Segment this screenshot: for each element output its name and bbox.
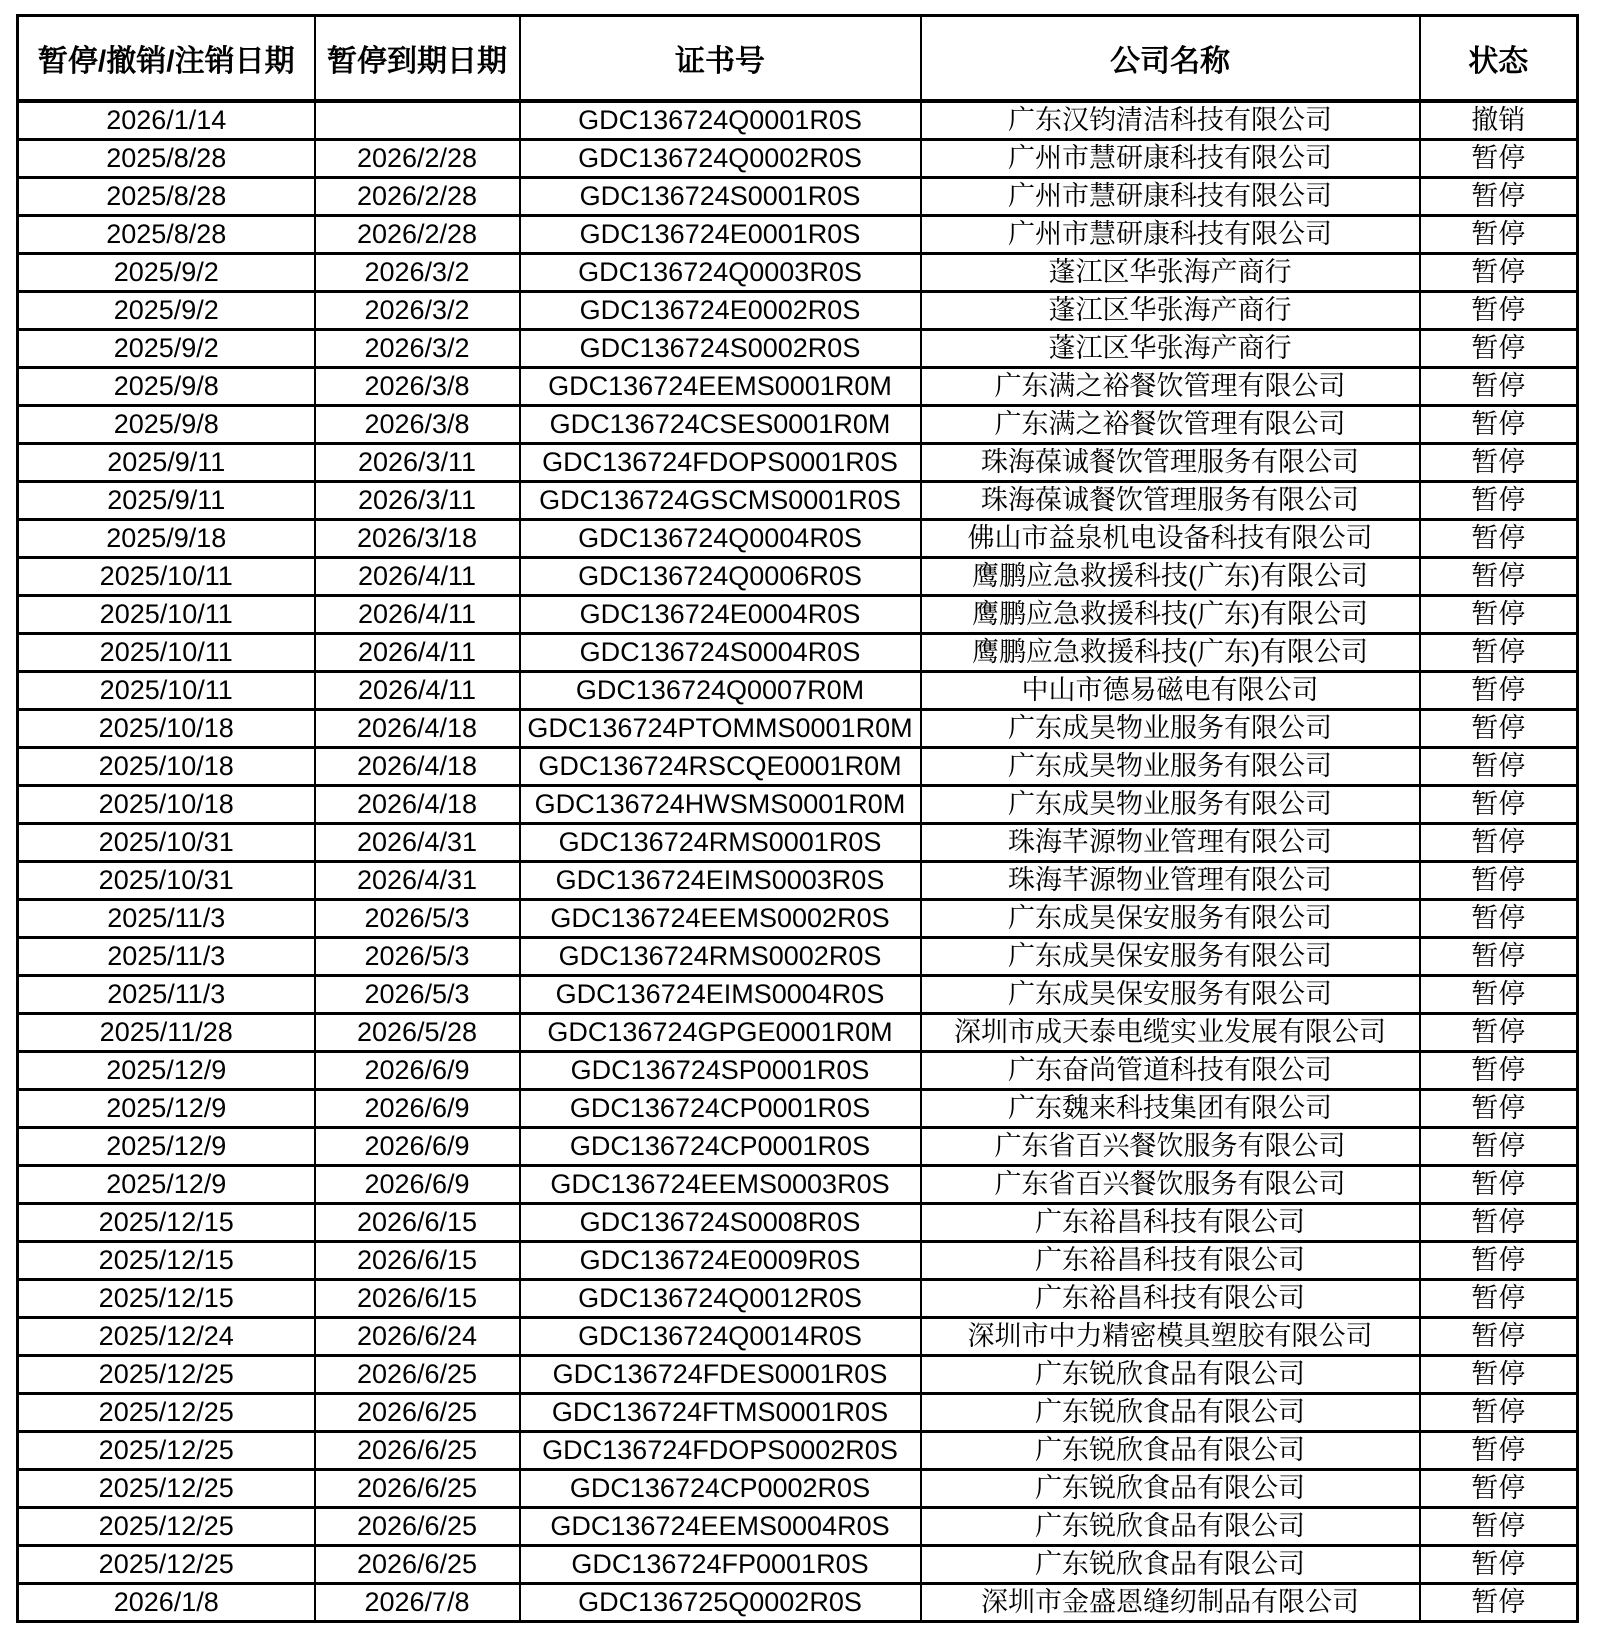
- suspend-date-cell: 2025/10/18: [18, 710, 315, 748]
- certificate-no-cell: GDC136724EEMS0001R0M: [520, 368, 921, 406]
- table-row: [18, 900, 1578, 938]
- expiry-date-cell: 2026/4/11: [315, 672, 520, 710]
- expiry-date-cell: 2026/4/18: [315, 748, 520, 786]
- status-cell: 暂停: [1420, 786, 1578, 824]
- suspend-date-cell: 2025/12/15: [18, 1242, 315, 1280]
- certificate-no-cell: GDC136724Q0012R0S: [520, 1280, 921, 1318]
- certificate-no-cell: GDC136724FP0001R0S: [520, 1546, 921, 1584]
- table-header-row: [18, 16, 1578, 102]
- suspend-date-cell: 2025/11/3: [18, 900, 315, 938]
- status-cell: 暂停: [1420, 1204, 1578, 1242]
- certificate-no-cell: GDC136724Q0004R0S: [520, 520, 921, 558]
- expiry-date-cell: 2026/3/18: [315, 520, 520, 558]
- expiry-date-cell: 2026/6/25: [315, 1470, 520, 1508]
- company-name-cell: 广东魏来科技集团有限公司: [921, 1090, 1420, 1128]
- status-cell: 暂停: [1420, 596, 1578, 634]
- suspend-date-cell: 2025/8/28: [18, 178, 315, 216]
- company-name-cell: 广东锐欣食品有限公司: [921, 1394, 1420, 1432]
- suspend-date-cell: 2025/12/15: [18, 1204, 315, 1242]
- status-cell: 暂停: [1420, 1280, 1578, 1318]
- expiry-date-cell: 2026/5/3: [315, 938, 520, 976]
- suspend-date-cell: 2025/12/25: [18, 1394, 315, 1432]
- company-name-cell: 珠海葆诚餐饮管理服务有限公司: [921, 482, 1420, 520]
- column-header-status: 状态: [1420, 16, 1578, 102]
- table-row: [18, 216, 1578, 254]
- company-name-cell: 广东满之裕餐饮管理有限公司: [921, 368, 1420, 406]
- table-row: [18, 1204, 1578, 1242]
- expiry-date-cell: 2026/3/2: [315, 330, 520, 368]
- table-row: [18, 786, 1578, 824]
- suspend-date-cell: 2026/1/8: [18, 1584, 315, 1622]
- column-header-suspend-date: 暂停/撤销/注销日期: [18, 16, 315, 102]
- company-name-cell: 广东裕昌科技有限公司: [921, 1242, 1420, 1280]
- company-name-cell: 蓬江区华张海产商行: [921, 292, 1420, 330]
- suspend-date-cell: 2025/9/11: [18, 444, 315, 482]
- suspend-date-cell: 2025/12/25: [18, 1356, 315, 1394]
- expiry-date-cell: 2026/4/11: [315, 596, 520, 634]
- expiry-date-cell: 2026/6/15: [315, 1204, 520, 1242]
- table-row: [18, 1052, 1578, 1090]
- table-row: [18, 710, 1578, 748]
- company-name-cell: 鹰鹏应急救援科技(广东)有限公司: [921, 558, 1420, 596]
- expiry-date-cell: 2026/6/15: [315, 1280, 520, 1318]
- expiry-date-cell: 2026/3/8: [315, 368, 520, 406]
- status-cell: 撤销: [1420, 101, 1578, 140]
- company-name-cell: 深圳市成天泰电缆实业发展有限公司: [921, 1014, 1420, 1052]
- expiry-date-cell: 2026/6/24: [315, 1318, 520, 1356]
- company-name-cell: 深圳市金盛恩缝纫制品有限公司: [921, 1584, 1420, 1622]
- status-cell: 暂停: [1420, 1546, 1578, 1584]
- company-name-cell: 广东成昊保安服务有限公司: [921, 938, 1420, 976]
- status-cell: 暂停: [1420, 976, 1578, 1014]
- expiry-date-cell: 2026/6/25: [315, 1394, 520, 1432]
- suspend-date-cell: 2025/9/11: [18, 482, 315, 520]
- certificate-no-cell: GDC136724S0004R0S: [520, 634, 921, 672]
- company-name-cell: 鹰鹏应急救援科技(广东)有限公司: [921, 596, 1420, 634]
- suspend-date-cell: 2025/12/25: [18, 1546, 315, 1584]
- table-row: [18, 672, 1578, 710]
- suspend-date-cell: 2025/11/3: [18, 976, 315, 1014]
- table-row: [18, 976, 1578, 1014]
- certificate-status-table: [16, 14, 1579, 1623]
- certificate-no-cell: GDC136724CP0001R0S: [520, 1090, 921, 1128]
- suspend-date-cell: 2025/12/9: [18, 1166, 315, 1204]
- suspend-date-cell: 2025/11/3: [18, 938, 315, 976]
- company-name-cell: 深圳市中力精密模具塑胶有限公司: [921, 1318, 1420, 1356]
- status-cell: 暂停: [1420, 672, 1578, 710]
- status-cell: 暂停: [1420, 1432, 1578, 1470]
- status-cell: 暂停: [1420, 1470, 1578, 1508]
- company-name-cell: 珠海芊源物业管理有限公司: [921, 824, 1420, 862]
- status-cell: 暂停: [1420, 216, 1578, 254]
- certificate-no-cell: GDC136724S0002R0S: [520, 330, 921, 368]
- expiry-date-cell: 2026/6/9: [315, 1128, 520, 1166]
- expiry-date-cell: 2026/2/28: [315, 140, 520, 178]
- expiry-date-cell: 2026/4/18: [315, 710, 520, 748]
- certificate-no-cell: GDC136724RMS0001R0S: [520, 824, 921, 862]
- status-cell: 暂停: [1420, 634, 1578, 672]
- company-name-cell: 广东满之裕餐饮管理有限公司: [921, 406, 1420, 444]
- company-name-cell: 广东锐欣食品有限公司: [921, 1546, 1420, 1584]
- table-row: [18, 1090, 1578, 1128]
- column-header-company: 公司名称: [921, 16, 1420, 102]
- table-row: [18, 1432, 1578, 1470]
- status-cell: 暂停: [1420, 292, 1578, 330]
- expiry-date-cell: 2026/3/2: [315, 292, 520, 330]
- expiry-date-cell: 2026/4/11: [315, 634, 520, 672]
- status-cell: 暂停: [1420, 1356, 1578, 1394]
- table-row: [18, 596, 1578, 634]
- company-name-cell: 广东奋尚管道科技有限公司: [921, 1052, 1420, 1090]
- status-cell: 暂停: [1420, 710, 1578, 748]
- status-cell: 暂停: [1420, 368, 1578, 406]
- suspend-date-cell: 2025/12/15: [18, 1280, 315, 1318]
- certificate-no-cell: GDC136724EIMS0003R0S: [520, 862, 921, 900]
- certificate-no-cell: GDC136724RSCQE0001R0M: [520, 748, 921, 786]
- suspend-date-cell: 2025/10/11: [18, 634, 315, 672]
- expiry-date-cell: 2026/6/9: [315, 1052, 520, 1090]
- certificate-no-cell: GDC136724CP0001R0S: [520, 1128, 921, 1166]
- certificate-no-cell: GDC136724EEMS0002R0S: [520, 900, 921, 938]
- table-row: [18, 178, 1578, 216]
- company-name-cell: 广东裕昌科技有限公司: [921, 1280, 1420, 1318]
- suspend-date-cell: 2025/10/31: [18, 862, 315, 900]
- certificate-no-cell: GDC136724Q0007R0M: [520, 672, 921, 710]
- certificate-no-cell: GDC136724FDOPS0002R0S: [520, 1432, 921, 1470]
- suspend-date-cell: 2025/12/25: [18, 1432, 315, 1470]
- status-cell: 暂停: [1420, 140, 1578, 178]
- suspend-date-cell: 2025/10/31: [18, 824, 315, 862]
- suspend-date-cell: 2025/11/28: [18, 1014, 315, 1052]
- status-cell: 暂停: [1420, 824, 1578, 862]
- status-cell: 暂停: [1420, 1166, 1578, 1204]
- table-row: [18, 1166, 1578, 1204]
- certificate-no-cell: GDC136724FTMS0001R0S: [520, 1394, 921, 1432]
- certificate-no-cell: GDC136724Q0006R0S: [520, 558, 921, 596]
- expiry-date-cell: 2026/3/8: [315, 406, 520, 444]
- certificate-no-cell: GDC136724Q0002R0S: [520, 140, 921, 178]
- certificate-no-cell: GDC136724EEMS0004R0S: [520, 1508, 921, 1546]
- company-name-cell: 广东成昊保安服务有限公司: [921, 900, 1420, 938]
- status-cell: 暂停: [1420, 178, 1578, 216]
- table-row: [18, 1280, 1578, 1318]
- suspend-date-cell: 2025/10/11: [18, 596, 315, 634]
- table-row: [18, 1584, 1578, 1622]
- certificate-no-cell: GDC136724HWSMS0001R0M: [520, 786, 921, 824]
- expiry-date-cell: 2026/4/11: [315, 558, 520, 596]
- company-name-cell: 广东成昊保安服务有限公司: [921, 976, 1420, 1014]
- suspend-date-cell: 2025/10/11: [18, 672, 315, 710]
- table-row: [18, 748, 1578, 786]
- status-cell: 暂停: [1420, 938, 1578, 976]
- company-name-cell: 广州市慧研康科技有限公司: [921, 140, 1420, 178]
- company-name-cell: 广东成昊物业服务有限公司: [921, 748, 1420, 786]
- company-name-cell: 广东锐欣食品有限公司: [921, 1356, 1420, 1394]
- table-row: [18, 558, 1578, 596]
- certificate-no-cell: GDC136724E0009R0S: [520, 1242, 921, 1280]
- table-row: [18, 1546, 1578, 1584]
- table-row: [18, 140, 1578, 178]
- suspend-date-cell: 2025/9/18: [18, 520, 315, 558]
- suspend-date-cell: 2025/8/28: [18, 140, 315, 178]
- company-name-cell: 鹰鹏应急救援科技(广东)有限公司: [921, 634, 1420, 672]
- table-row: [18, 938, 1578, 976]
- certificate-no-cell: GDC136724E0002R0S: [520, 292, 921, 330]
- status-cell: 暂停: [1420, 482, 1578, 520]
- certificate-no-cell: GDC136724S0001R0S: [520, 178, 921, 216]
- expiry-date-cell: 2026/2/28: [315, 178, 520, 216]
- table-row: [18, 368, 1578, 406]
- table-row: [18, 254, 1578, 292]
- suspend-date-cell: 2025/9/2: [18, 292, 315, 330]
- suspend-date-cell: 2025/12/25: [18, 1508, 315, 1546]
- expiry-date-cell: 2026/4/31: [315, 862, 520, 900]
- expiry-date-cell: 2026/7/8: [315, 1584, 520, 1622]
- status-cell: 暂停: [1420, 444, 1578, 482]
- status-cell: 暂停: [1420, 1014, 1578, 1052]
- table-row: [18, 862, 1578, 900]
- suspend-date-cell: 2025/10/11: [18, 558, 315, 596]
- table-row: [18, 1470, 1578, 1508]
- status-cell: 暂停: [1420, 1128, 1578, 1166]
- certificate-no-cell: GDC136724Q0014R0S: [520, 1318, 921, 1356]
- suspend-date-cell: 2025/12/9: [18, 1052, 315, 1090]
- table-row: [18, 444, 1578, 482]
- company-name-cell: 佛山市益泉机电设备科技有限公司: [921, 520, 1420, 558]
- company-name-cell: 广州市慧研康科技有限公司: [921, 216, 1420, 254]
- suspend-date-cell: 2025/12/25: [18, 1470, 315, 1508]
- company-name-cell: 广东成昊物业服务有限公司: [921, 786, 1420, 824]
- suspend-date-cell: 2025/9/2: [18, 254, 315, 292]
- table-row: [18, 634, 1578, 672]
- status-cell: 暂停: [1420, 1584, 1578, 1622]
- company-name-cell: 广东成昊物业服务有限公司: [921, 710, 1420, 748]
- table-row: [18, 1508, 1578, 1546]
- status-cell: 暂停: [1420, 1508, 1578, 1546]
- table-row: [18, 1318, 1578, 1356]
- table-row: [18, 520, 1578, 558]
- expiry-date-cell: 2026/3/2: [315, 254, 520, 292]
- status-cell: 暂停: [1420, 1090, 1578, 1128]
- certificate-no-cell: GDC136724CP0002R0S: [520, 1470, 921, 1508]
- table-row: [18, 292, 1578, 330]
- suspend-date-cell: 2025/12/9: [18, 1090, 315, 1128]
- expiry-date-cell: 2026/5/28: [315, 1014, 520, 1052]
- suspend-date-cell: 2025/8/28: [18, 216, 315, 254]
- suspend-date-cell: 2025/10/18: [18, 786, 315, 824]
- expiry-date-cell: 2026/6/25: [315, 1432, 520, 1470]
- company-name-cell: 广州市慧研康科技有限公司: [921, 178, 1420, 216]
- certificate-no-cell: GDC136724FDES0001R0S: [520, 1356, 921, 1394]
- company-name-cell: 珠海芊源物业管理有限公司: [921, 862, 1420, 900]
- status-cell: 暂停: [1420, 900, 1578, 938]
- status-cell: 暂停: [1420, 862, 1578, 900]
- status-cell: 暂停: [1420, 330, 1578, 368]
- status-cell: 暂停: [1420, 520, 1578, 558]
- certificate-no-cell: GDC136724S0008R0S: [520, 1204, 921, 1242]
- certificate-no-cell: GDC136725Q0002R0S: [520, 1584, 921, 1622]
- status-cell: 暂停: [1420, 1242, 1578, 1280]
- company-name-cell: 珠海葆诚餐饮管理服务有限公司: [921, 444, 1420, 482]
- status-cell: 暂停: [1420, 558, 1578, 596]
- company-name-cell: 广东省百兴餐饮服务有限公司: [921, 1128, 1420, 1166]
- status-cell: 暂停: [1420, 748, 1578, 786]
- company-name-cell: 广东裕昌科技有限公司: [921, 1204, 1420, 1242]
- expiry-date-cell: 2026/3/11: [315, 444, 520, 482]
- expiry-date-cell: 2026/6/25: [315, 1546, 520, 1584]
- company-name-cell: 蓬江区华张海产商行: [921, 254, 1420, 292]
- company-name-cell: 广东锐欣食品有限公司: [921, 1470, 1420, 1508]
- table-row: [18, 482, 1578, 520]
- table-row: [18, 406, 1578, 444]
- certificate-no-cell: GDC136724Q0003R0S: [520, 254, 921, 292]
- certificate-no-cell: GDC136724CSES0001R0M: [520, 406, 921, 444]
- company-name-cell: 蓬江区华张海产商行: [921, 330, 1420, 368]
- column-header-expiry-date: 暂停到期日期: [315, 16, 520, 102]
- certificate-no-cell: GDC136724RMS0002R0S: [520, 938, 921, 976]
- certificate-no-cell: GDC136724GPGE0001R0M: [520, 1014, 921, 1052]
- expiry-date-cell: 2026/6/15: [315, 1242, 520, 1280]
- expiry-date-cell: 2026/4/18: [315, 786, 520, 824]
- expiry-date-cell: 2026/5/3: [315, 900, 520, 938]
- status-cell: 暂停: [1420, 1318, 1578, 1356]
- expiry-date-cell: 2026/5/3: [315, 976, 520, 1014]
- company-name-cell: 广东汉钧清洁科技有限公司: [921, 101, 1420, 140]
- company-name-cell: 广东省百兴餐饮服务有限公司: [921, 1166, 1420, 1204]
- table-row: [18, 330, 1578, 368]
- company-name-cell: 广东锐欣食品有限公司: [921, 1432, 1420, 1470]
- certificate-no-cell: GDC136724EIMS0004R0S: [520, 976, 921, 1014]
- status-cell: 暂停: [1420, 406, 1578, 444]
- suspend-date-cell: 2025/9/2: [18, 330, 315, 368]
- company-name-cell: 中山市德易磁电有限公司: [921, 672, 1420, 710]
- expiry-date-cell: 2026/3/11: [315, 482, 520, 520]
- certificate-no-cell: GDC136724SP0001R0S: [520, 1052, 921, 1090]
- table-row: [18, 824, 1578, 862]
- expiry-date-cell: 2026/6/9: [315, 1166, 520, 1204]
- expiry-date-cell: 2026/4/31: [315, 824, 520, 862]
- expiry-date-cell: 2026/6/25: [315, 1356, 520, 1394]
- certificate-no-cell: GDC136724EEMS0003R0S: [520, 1166, 921, 1204]
- table-row: [18, 1014, 1578, 1052]
- certificate-no-cell: GDC136724E0004R0S: [520, 596, 921, 634]
- status-cell: 暂停: [1420, 1394, 1578, 1432]
- suspend-date-cell: 2026/1/14: [18, 101, 315, 140]
- certificate-no-cell: GDC136724FDOPS0001R0S: [520, 444, 921, 482]
- table-row: [18, 1128, 1578, 1166]
- certificate-no-cell: GDC136724Q0001R0S: [520, 101, 921, 140]
- expiry-date-cell: 2026/2/28: [315, 216, 520, 254]
- certificate-no-cell: GDC136724GSCMS0001R0S: [520, 482, 921, 520]
- suspend-date-cell: 2025/9/8: [18, 406, 315, 444]
- suspend-date-cell: 2025/10/18: [18, 748, 315, 786]
- suspend-date-cell: 2025/12/24: [18, 1318, 315, 1356]
- expiry-date-cell: 2026/6/9: [315, 1090, 520, 1128]
- status-cell: 暂停: [1420, 254, 1578, 292]
- table-row: [18, 1242, 1578, 1280]
- company-name-cell: 广东锐欣食品有限公司: [921, 1508, 1420, 1546]
- status-cell: 暂停: [1420, 1052, 1578, 1090]
- suspend-date-cell: 2025/9/8: [18, 368, 315, 406]
- column-header-cert-no: 证书号: [520, 16, 921, 102]
- expiry-date-cell: [315, 101, 520, 140]
- table-row: [18, 101, 1578, 140]
- suspend-date-cell: 2025/12/9: [18, 1128, 315, 1166]
- table-row: [18, 1394, 1578, 1432]
- certificate-no-cell: GDC136724PTOMMS0001R0M: [520, 710, 921, 748]
- table-row: [18, 1356, 1578, 1394]
- expiry-date-cell: 2026/6/25: [315, 1508, 520, 1546]
- certificate-no-cell: GDC136724E0001R0S: [520, 216, 921, 254]
